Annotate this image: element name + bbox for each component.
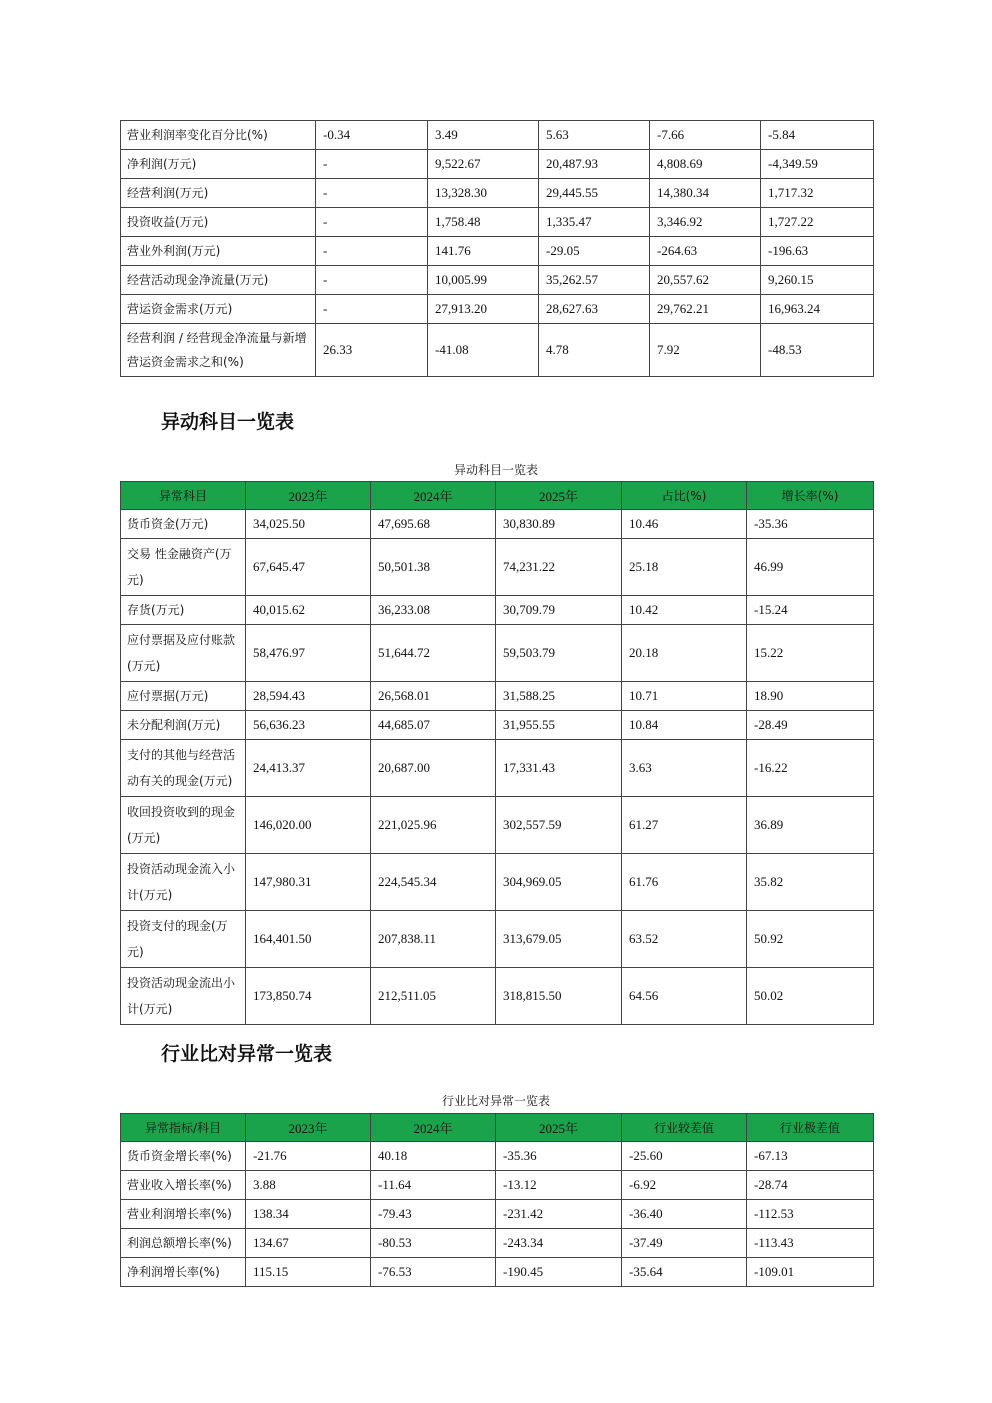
cell-value: 207,838.11 [371,911,496,968]
table-row [121,1229,874,1258]
cell-value: -79.43 [371,1200,496,1229]
cell-value: 40,015.62 [246,596,371,625]
row-label: 营业利润增长率(%) [121,1200,246,1229]
row-label: 货币资金(万元) [121,510,246,539]
row-label: 营运资金需求(万元) [121,295,316,324]
cell-value: 35,262.57 [539,266,650,295]
cell-value: 50.02 [747,968,874,1025]
table-row [121,324,874,377]
cell-value: 147,980.31 [246,854,371,911]
financial-metrics-body [121,121,874,377]
cell-value: -21.76 [246,1142,371,1171]
cell-value: 10.46 [622,510,747,539]
cell-value: 59,503.79 [496,625,622,682]
cell-value: 51,644.72 [371,625,496,682]
cell-value: 3.63 [622,740,747,797]
cell-value: 4,808.69 [650,150,761,179]
section-heading-abnormal-items: 异动科目一览表 [161,411,295,433]
row-label: 货币资金增长率(%) [121,1142,246,1171]
section-heading-industry-compare: 行业比对异常一览表 [161,1043,333,1065]
cell-value: - [316,295,428,324]
cell-value: 64.56 [622,968,747,1025]
cell-value: -76.53 [371,1258,496,1287]
table-row [121,208,874,237]
cell-value: 146,020.00 [246,797,371,854]
col-header-2024: 2024年 [371,482,496,510]
cell-value: 1,717.32 [761,179,874,208]
cell-value: 26,568.01 [371,682,496,711]
cell-value: 212,511.05 [371,968,496,1025]
cell-value: -29.05 [539,237,650,266]
table-row [121,740,874,797]
cell-value: 56,636.23 [246,711,371,740]
col-header-industry-poor: 行业较差值 [622,1114,747,1142]
cell-value: -37.49 [622,1229,747,1258]
cell-value: -7.66 [650,121,761,150]
cell-value: 138.34 [246,1200,371,1229]
cell-value: 30,709.79 [496,596,622,625]
cell-value: - [316,150,428,179]
cell-value: -15.24 [747,596,874,625]
cell-value: 29,445.55 [539,179,650,208]
financial-metrics-table [120,120,874,377]
row-label: 应付票据(万元) [121,682,246,711]
cell-value: 35.82 [747,854,874,911]
row-label: 未分配利润(万元) [121,711,246,740]
cell-value: 28,594.43 [246,682,371,711]
cell-value: 47,695.68 [371,510,496,539]
cell-value: -112.53 [747,1200,874,1229]
row-label: 存货(万元) [121,596,246,625]
cell-value: 61.76 [622,854,747,911]
cell-value: 50.92 [747,911,874,968]
cell-value: -16.22 [747,740,874,797]
cell-value: 224,545.34 [371,854,496,911]
cell-value: -11.64 [371,1171,496,1200]
cell-value: - [316,208,428,237]
table-row [121,510,874,539]
cell-value: - [316,179,428,208]
cell-value: 313,679.05 [496,911,622,968]
cell-value: 36.89 [747,797,874,854]
cell-value: -36.40 [622,1200,747,1229]
abnormal-items-table [120,481,874,1025]
cell-value: -264.63 [650,237,761,266]
table-row [121,121,874,150]
cell-value: 29,762.21 [650,295,761,324]
cell-value: 40.18 [371,1142,496,1171]
cell-value: 13,328.30 [428,179,539,208]
cell-value: 9,522.67 [428,150,539,179]
cell-value: -109.01 [747,1258,874,1287]
cell-value: -67.13 [747,1142,874,1171]
row-label: 净利润(万元) [121,150,316,179]
cell-value: -113.43 [747,1229,874,1258]
col-header-2024: 2024年 [371,1114,496,1142]
industry-compare-table [120,1113,874,1287]
table-row [121,854,874,911]
cell-value: 15.22 [747,625,874,682]
cell-value: -35.36 [496,1142,622,1171]
cell-value: 5.63 [539,121,650,150]
cell-value: 44,685.07 [371,711,496,740]
cell-value: 28,627.63 [539,295,650,324]
row-label: 经营利润(万元) [121,179,316,208]
cell-value: -80.53 [371,1229,496,1258]
table-row [121,179,874,208]
col-header-2025: 2025年 [496,1114,622,1142]
cell-value: -6.92 [622,1171,747,1200]
row-label: 营业利润率变化百分比(%) [121,121,316,150]
cell-value: 25.18 [622,539,747,596]
cell-value: 141.76 [428,237,539,266]
table-header-row [121,1114,874,1142]
cell-value: 14,380.34 [650,179,761,208]
cell-value: 10.84 [622,711,747,740]
row-label: 净利润增长率(%) [121,1258,246,1287]
cell-value: 58,476.97 [246,625,371,682]
cell-value: -25.60 [622,1142,747,1171]
table-header-row [121,482,874,510]
table-row [121,295,874,324]
cell-value: 10,005.99 [428,266,539,295]
table-row [121,596,874,625]
cell-value: 4.78 [539,324,650,377]
col-header-item: 异常科目 [121,482,246,510]
cell-value: 134.67 [246,1229,371,1258]
cell-value: 304,969.05 [496,854,622,911]
cell-value: 20,687.00 [371,740,496,797]
cell-value: 24,413.37 [246,740,371,797]
table-row [121,625,874,682]
cell-value: -4,349.59 [761,150,874,179]
cell-value: 115.15 [246,1258,371,1287]
cell-value: -196.63 [761,237,874,266]
cell-value: -243.34 [496,1229,622,1258]
row-label: 投资支付的现金(万元) [121,911,246,968]
cell-value: 10.42 [622,596,747,625]
cell-value: 16,963.24 [761,295,874,324]
cell-value: 164,401.50 [246,911,371,968]
cell-value: 63.52 [622,911,747,968]
row-label: 投资活动现金流入小计(万元) [121,854,246,911]
cell-value: 302,557.59 [496,797,622,854]
cell-value: 27,913.20 [428,295,539,324]
cell-value: -28.74 [747,1171,874,1200]
cell-value: 3.88 [246,1171,371,1200]
row-label: 经营活动现金净流量(万元) [121,266,316,295]
cell-value: 61.27 [622,797,747,854]
row-label: 收回投资收到的现金(万元) [121,797,246,854]
table-row [121,1258,874,1287]
table-row [121,682,874,711]
cell-value: -13.12 [496,1171,622,1200]
cell-value: 67,645.47 [246,539,371,596]
cell-value: -41.08 [428,324,539,377]
cell-value: 173,850.74 [246,968,371,1025]
cell-value: 34,025.50 [246,510,371,539]
col-header-industry-extreme: 行业极差值 [747,1114,874,1142]
cell-value: 50,501.38 [371,539,496,596]
cell-value: -35.36 [747,510,874,539]
cell-value: -190.45 [496,1258,622,1287]
cell-value: 20,557.62 [650,266,761,295]
cell-value: 3.49 [428,121,539,150]
row-label: 利润总额增长率(%) [121,1229,246,1258]
cell-value: - [316,266,428,295]
cell-value: 31,588.25 [496,682,622,711]
table-caption-industry-compare: 行业比对异常一览表 [441,1094,550,1108]
row-label: 支付的其他与经营活动有关的现金(万元) [121,740,246,797]
row-label: 经营利润 / 经营现金净流量与新增营运资金需求之和(%) [121,324,316,377]
col-header-share: 占比(%) [622,482,747,510]
cell-value: 17,331.43 [496,740,622,797]
cell-value: 1,335.47 [539,208,650,237]
col-header-2023: 2023年 [246,482,371,510]
cell-value: 74,231.22 [496,539,622,596]
col-header-growth: 增长率(%) [747,482,874,510]
cell-value: 318,815.50 [496,968,622,1025]
table-row [121,266,874,295]
cell-value: -48.53 [761,324,874,377]
abnormal-items-body [121,510,874,1025]
col-header-2025: 2025年 [496,482,622,510]
row-label: 交易 性金融资产(万元) [121,539,246,596]
cell-value: 221,025.96 [371,797,496,854]
cell-value: 26.33 [316,324,428,377]
cell-value: -0.34 [316,121,428,150]
table-row [121,237,874,266]
col-header-2023: 2023年 [246,1114,371,1142]
row-label: 投资收益(万元) [121,208,316,237]
cell-value: 30,830.89 [496,510,622,539]
cell-value: 1,758.48 [428,208,539,237]
cell-value: 20,487.93 [539,150,650,179]
table-row [121,1142,874,1171]
cell-value: 1,727.22 [761,208,874,237]
cell-value: - [316,237,428,266]
table-row [121,1200,874,1229]
cell-value: 18.90 [747,682,874,711]
cell-value: 46.99 [747,539,874,596]
cell-value: -231.42 [496,1200,622,1229]
table-caption-abnormal-items: 异动科目一览表 [453,463,538,477]
cell-value: 10.71 [622,682,747,711]
cell-value: 36,233.08 [371,596,496,625]
cell-value: 7.92 [650,324,761,377]
col-header-metric: 异常指标/科目 [121,1114,246,1142]
cell-value: 3,346.92 [650,208,761,237]
row-label: 投资活动现金流出小计(万元) [121,968,246,1025]
industry-compare-body [121,1142,874,1287]
table-row [121,1171,874,1200]
row-label: 营业收入增长率(%) [121,1171,246,1200]
cell-value: -35.64 [622,1258,747,1287]
cell-value: 9,260.15 [761,266,874,295]
table-row [121,150,874,179]
table-row [121,911,874,968]
cell-value: 31,955.55 [496,711,622,740]
table-row [121,797,874,854]
cell-value: -28.49 [747,711,874,740]
row-label: 营业外利润(万元) [121,237,316,266]
table-row [121,539,874,596]
row-label: 应付票据及应付账款(万元) [121,625,246,682]
table-row [121,711,874,740]
cell-value: -5.84 [761,121,874,150]
table-row [121,968,874,1025]
cell-value: 20.18 [622,625,747,682]
